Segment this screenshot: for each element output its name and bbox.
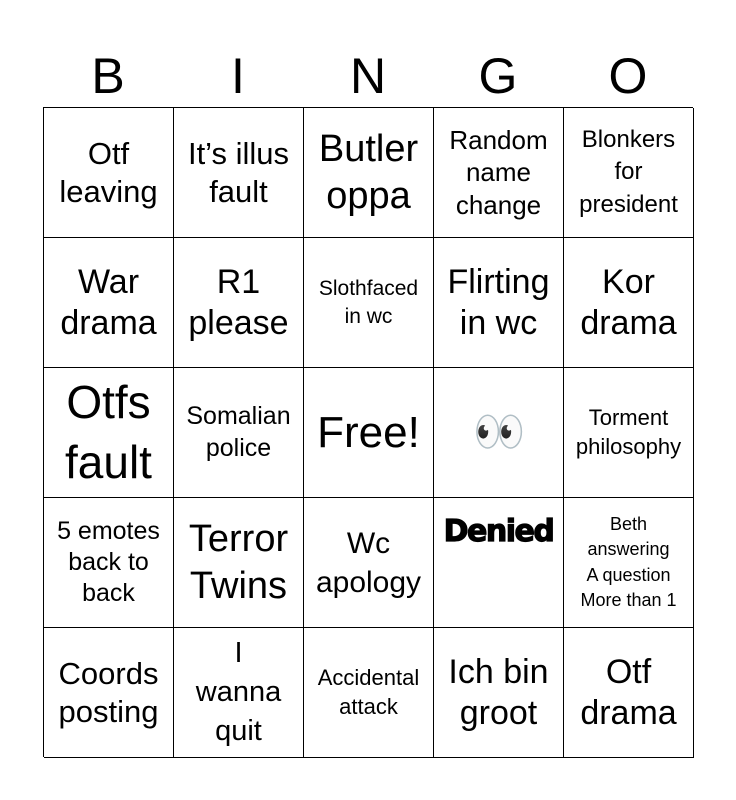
- bingo-cell-r3c2[interactable]: [174, 368, 304, 498]
- cell-text: Kor drama: [580, 262, 677, 342]
- header-letter-b: B: [91, 48, 125, 104]
- bingo-grid: [43, 107, 693, 757]
- cell-text: Ich bin groot: [448, 652, 549, 732]
- bingo-header: [43, 44, 693, 108]
- cell-text: Beth answering A question More than 1: [580, 514, 677, 610]
- cell-text: I wanna quit: [195, 636, 282, 748]
- cell-text: It’s illus fault: [187, 136, 290, 209]
- free-space: Free!: [317, 407, 420, 457]
- bingo-cell-r3c1[interactable]: [44, 368, 174, 498]
- bingo-cell-r5c3[interactable]: [304, 628, 434, 758]
- denied-stamp: Denied: [443, 514, 554, 549]
- cell-text: Butler oppa: [318, 128, 419, 217]
- cell-text: Coords posting: [58, 656, 159, 729]
- cell-text: Slothfaced in wc: [318, 277, 419, 328]
- cell-text: War drama: [60, 262, 157, 342]
- cell-text: Wc apology: [315, 526, 422, 599]
- bingo-cell-r3c3[interactable]: [304, 368, 434, 498]
- bingo-cell-r2c1[interactable]: [44, 238, 174, 368]
- bingo-cell-r2c4[interactable]: [434, 238, 564, 368]
- bingo-cell-r1c3[interactable]: [304, 108, 434, 238]
- cell-text: Torment philosophy: [575, 404, 682, 459]
- bingo-cell-r4c5[interactable]: [564, 498, 694, 628]
- bingo-cell-r4c1[interactable]: [44, 498, 174, 628]
- cell-text: Blonkers for president: [579, 125, 678, 218]
- bingo-cell-r2c3[interactable]: [304, 238, 434, 368]
- bingo-cell-r4c2[interactable]: [174, 498, 304, 628]
- bingo-cell-r1c5[interactable]: [564, 108, 694, 238]
- bingo-cell-r3c4[interactable]: [434, 368, 564, 498]
- eyes-icon: 👀: [473, 408, 524, 455]
- bingo-cell-r2c5[interactable]: [564, 238, 694, 368]
- cell-text: Otf leaving: [59, 136, 158, 209]
- cell-text: Terror Twins: [188, 518, 289, 607]
- cell-text: Flirting in wc: [447, 262, 550, 342]
- header-letter-o: O: [608, 48, 648, 104]
- cell-text: Otf drama: [580, 652, 677, 732]
- cell-text: R1 please: [188, 262, 289, 342]
- header-letter-n: N: [349, 48, 387, 104]
- bingo-cell-r4c3[interactable]: [304, 498, 434, 628]
- header-letter-g: G: [478, 48, 518, 104]
- cell-text: Otfs fault: [65, 375, 152, 488]
- bingo-cell-r1c1[interactable]: [44, 108, 174, 238]
- cell-text: Random name change: [449, 124, 548, 220]
- bingo-cell-r5c5[interactable]: [564, 628, 694, 758]
- bingo-cell-r5c1[interactable]: [44, 628, 174, 758]
- cell-text: 5 emotes back to back: [57, 516, 160, 608]
- cell-text: Somalian police: [186, 402, 291, 462]
- header-letter-i: I: [231, 48, 245, 104]
- bingo-cell-r1c4[interactable]: [434, 108, 564, 238]
- bingo-cell-r2c2[interactable]: [174, 238, 304, 368]
- cell-text: Accidental attack: [317, 664, 420, 719]
- bingo-cell-r1c2[interactable]: [174, 108, 304, 238]
- bingo-cell-r5c2[interactable]: [174, 628, 304, 758]
- bingo-cell-r4c4[interactable]: [434, 498, 564, 628]
- bingo-cell-r5c4[interactable]: [434, 628, 564, 758]
- bingo-cell-r3c5[interactable]: [564, 368, 694, 498]
